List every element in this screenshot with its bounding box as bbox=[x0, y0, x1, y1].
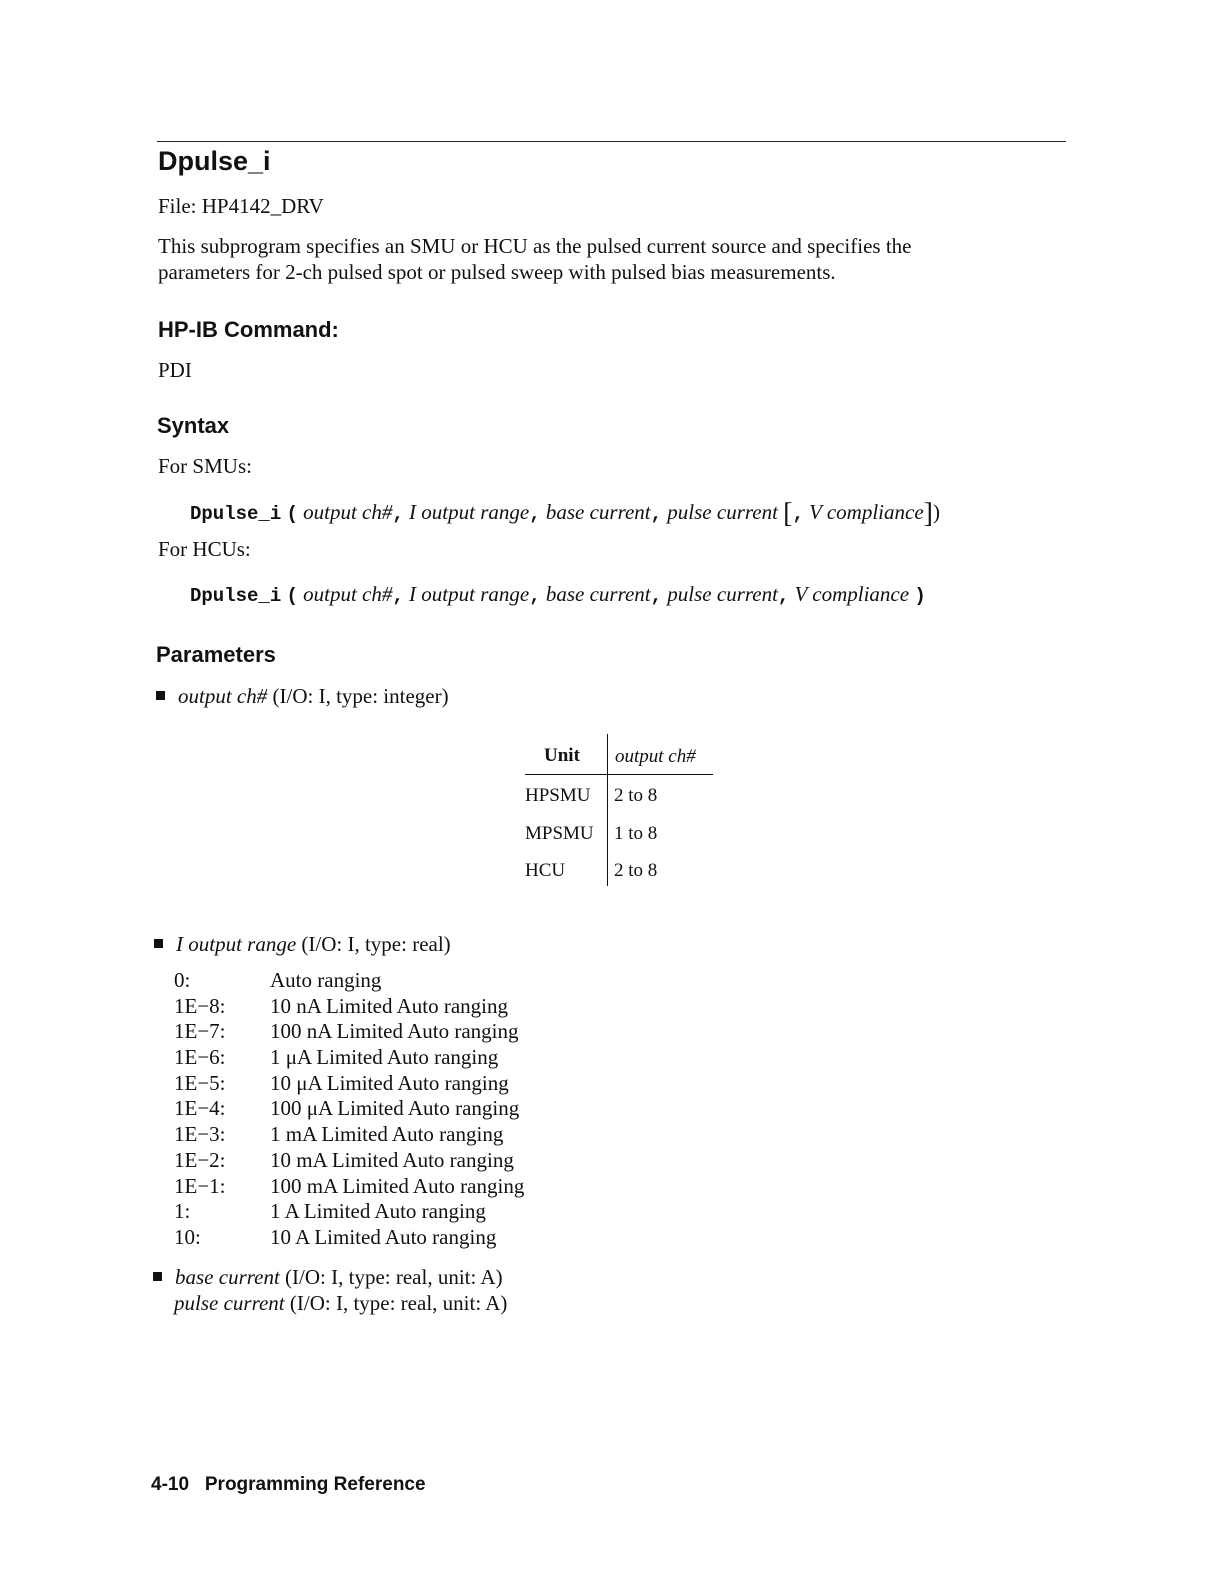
syntax-arg-output-ch: output ch# bbox=[303, 500, 393, 524]
syntax-arg-v-compliance: V compliance bbox=[794, 582, 910, 606]
syntax-arg-pulse-current: pulse current bbox=[667, 500, 778, 524]
hpib-heading: HP-IB Command: bbox=[158, 317, 339, 342]
syntax-comma: , bbox=[392, 503, 404, 525]
param-name: base current bbox=[175, 1265, 280, 1289]
param-name: output ch# bbox=[178, 684, 268, 708]
syntax-function-name: Dpulse_i bbox=[190, 585, 282, 607]
table-header-unit: Unit bbox=[544, 745, 580, 766]
page-number: 4-10 bbox=[151, 1474, 190, 1495]
file-line: File: HP4142_DRV bbox=[158, 194, 324, 218]
table-cell-ch: 2 to 8 bbox=[614, 860, 658, 881]
syntax-close-paren: ) bbox=[914, 585, 926, 607]
table-vertical-rule bbox=[607, 734, 608, 886]
syntax-comma: , bbox=[650, 585, 663, 607]
top-rule bbox=[157, 141, 1066, 142]
param-desc: (I/O: I, type: real, unit: A) bbox=[289, 1291, 508, 1315]
bullet-icon bbox=[154, 939, 163, 948]
hcu-label: For HCUs: bbox=[158, 537, 251, 561]
table-cell-unit: HCU bbox=[525, 860, 566, 881]
smu-syntax bbox=[190, 498, 940, 530]
syntax-heading: Syntax bbox=[157, 413, 230, 438]
syntax-open-paren: ( bbox=[286, 503, 298, 525]
syntax-comma: , bbox=[650, 503, 663, 525]
syntax-arg-base-current: base current bbox=[545, 582, 651, 606]
param-desc: (I/O: I, type: real) bbox=[301, 932, 451, 956]
output-ch-table bbox=[525, 734, 725, 890]
param-pulse-current bbox=[174, 1290, 507, 1316]
param-i-output-range bbox=[154, 931, 451, 957]
table-cell-unit: HPSMU bbox=[525, 785, 591, 806]
smu-label: For SMUs: bbox=[158, 454, 252, 478]
syntax-comma: , bbox=[777, 585, 790, 607]
syntax-arg-v-compliance: V compliance bbox=[809, 500, 924, 524]
table-cell-ch: 2 to 8 bbox=[614, 785, 658, 806]
syntax-optional-close: ] bbox=[923, 498, 933, 529]
syntax-close-paren: ) bbox=[932, 500, 940, 524]
syntax-function-name: Dpulse_i bbox=[190, 503, 282, 525]
syntax-arg-output-range: I output range bbox=[409, 582, 530, 606]
syntax-arg-output-ch: output ch# bbox=[303, 582, 393, 606]
footer-section: Programming Reference bbox=[204, 1474, 426, 1495]
parameters-heading: Parameters bbox=[156, 642, 276, 667]
syntax-arg-output-range: I output range bbox=[409, 500, 530, 524]
page-title: Dpulse_i bbox=[158, 146, 271, 176]
syntax-comma: , bbox=[392, 585, 404, 607]
description-line-2: parameters for 2-ch pulsed spot or pulsed sweep with pulsed bias measurements. bbox=[158, 260, 836, 284]
param-name: I output range bbox=[176, 932, 297, 956]
param-name: pulse current bbox=[174, 1291, 285, 1315]
syntax-comma: , bbox=[529, 585, 541, 607]
param-output-ch bbox=[156, 683, 449, 709]
page-footer bbox=[151, 1474, 426, 1496]
param-desc: (I/O: I, type: integer) bbox=[272, 684, 449, 708]
table-header-rule bbox=[525, 774, 713, 775]
description-line-1: This subprogram specifies an SMU or HCU as the pulsed current source and specifies the bbox=[158, 234, 912, 258]
param-base-current bbox=[153, 1264, 503, 1290]
table-cell-unit: MPSMU bbox=[525, 823, 594, 844]
hpib-command: PDI bbox=[158, 358, 192, 382]
syntax-comma: , bbox=[529, 503, 541, 525]
syntax-comma: , bbox=[792, 503, 804, 525]
syntax-arg-pulse-current: pulse current bbox=[667, 582, 778, 606]
syntax-arg-base-current: base current bbox=[545, 500, 651, 524]
param-desc: (I/O: I, type: real, unit: A) bbox=[285, 1265, 503, 1289]
syntax-optional-open: [ bbox=[783, 498, 793, 529]
bullet-icon bbox=[156, 691, 165, 700]
table-cell-ch: 1 to 8 bbox=[614, 823, 658, 844]
hcu-syntax bbox=[190, 582, 926, 607]
bullet-icon bbox=[153, 1272, 162, 1281]
syntax-open-paren: ( bbox=[286, 585, 298, 607]
table-header-output-ch: output ch# bbox=[615, 746, 696, 767]
